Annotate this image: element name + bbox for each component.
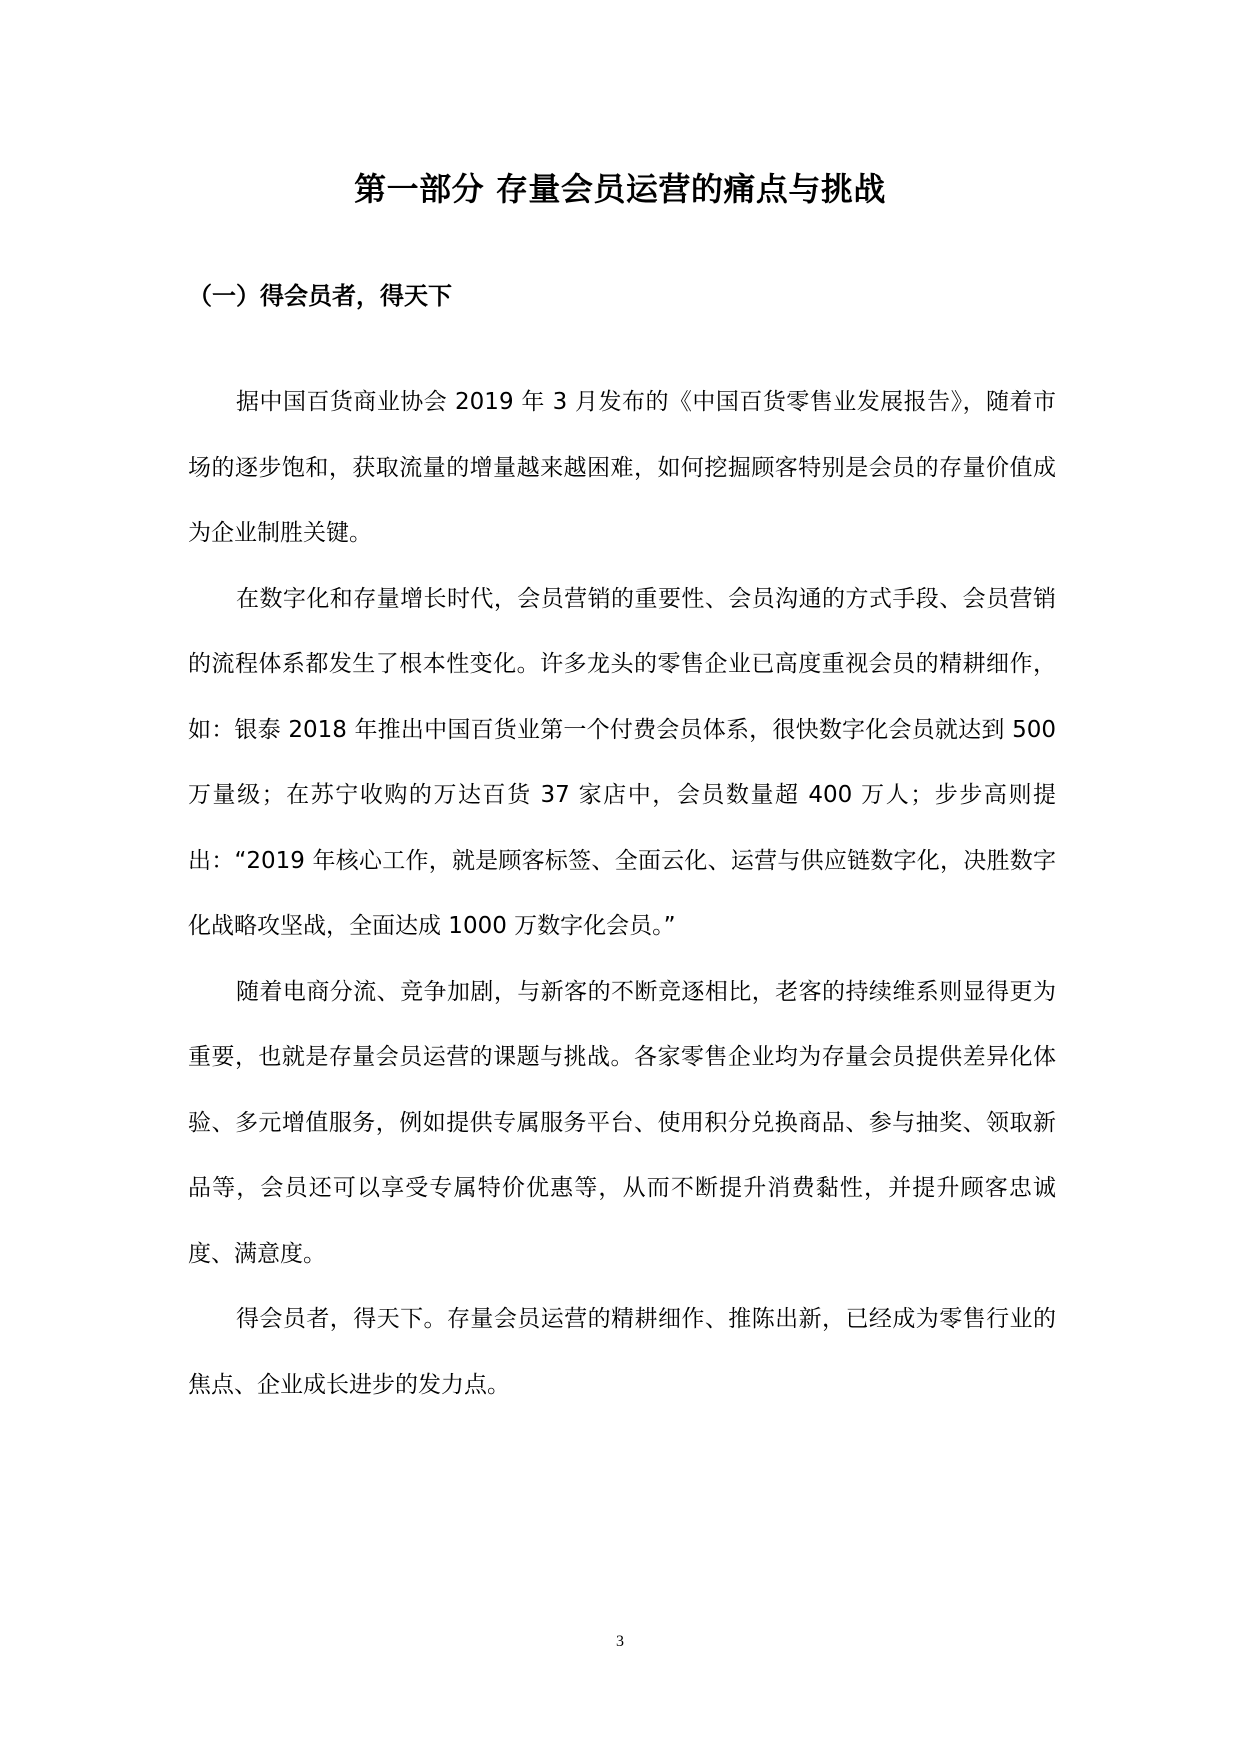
paragraph: 随着电商分流、竞争加剧，与新客的不断竞逐相比，老客的持续维系则显得更为重要，也就是存量会员运营的课题与挑战。各家零售企业均为存量会员提供差异化体验、多元增值服务，例如提供专属服务平台、使用积分兑换商品、参与抽奖、领取新品等，会员还可以享受专属特价优惠等，从而不断提升消费黏性，并提升顾客忠诚度、满意度。 [188,978,1056,1267]
page-number: 3 [616,1633,624,1650]
page-title: 第一部分 存量会员运营的痛点与挑战 [354,170,886,208]
paragraph: 得会员者，得天下。存量会员运营的精耕细作、推陈出新，已经成为零售行业的焦点、企业成长进步的发力点。 [188,1306,1056,1398]
paragraph: 据中国百货商业协会 2019 年 3 月发布的《中国百货零售业发展报告》，随着市场的逐步饱和，获取流量的增量越来越困难，如何挖掘顾客特别是会员的存量价值成为企业制胜关键。 [188,389,1056,546]
body-text [188,370,1056,1418]
section-heading: （一）得会员者，得天下 [188,282,452,310]
paragraph: 在数字化和存量增长时代，会员营销的重要性、会员沟通的方式手段、会员营销的流程体系都发生了根本性变化。许多龙头的零售企业已高度重视会员的精耕细作，如：银泰 2018 年推出中国百货业第一个付费会员体系，很快数字化会员就达到 500 万量级；在苏宁收购的万达百货 37 家店中，会员数量超 400 万人；步步高则提出：“2019 年核心工作，就是顾客标签、全面云化、运营与供应链数字化，决胜数字化战略攻坚战，全面达成 1000 万数字化会员。” [188,585,1056,939]
